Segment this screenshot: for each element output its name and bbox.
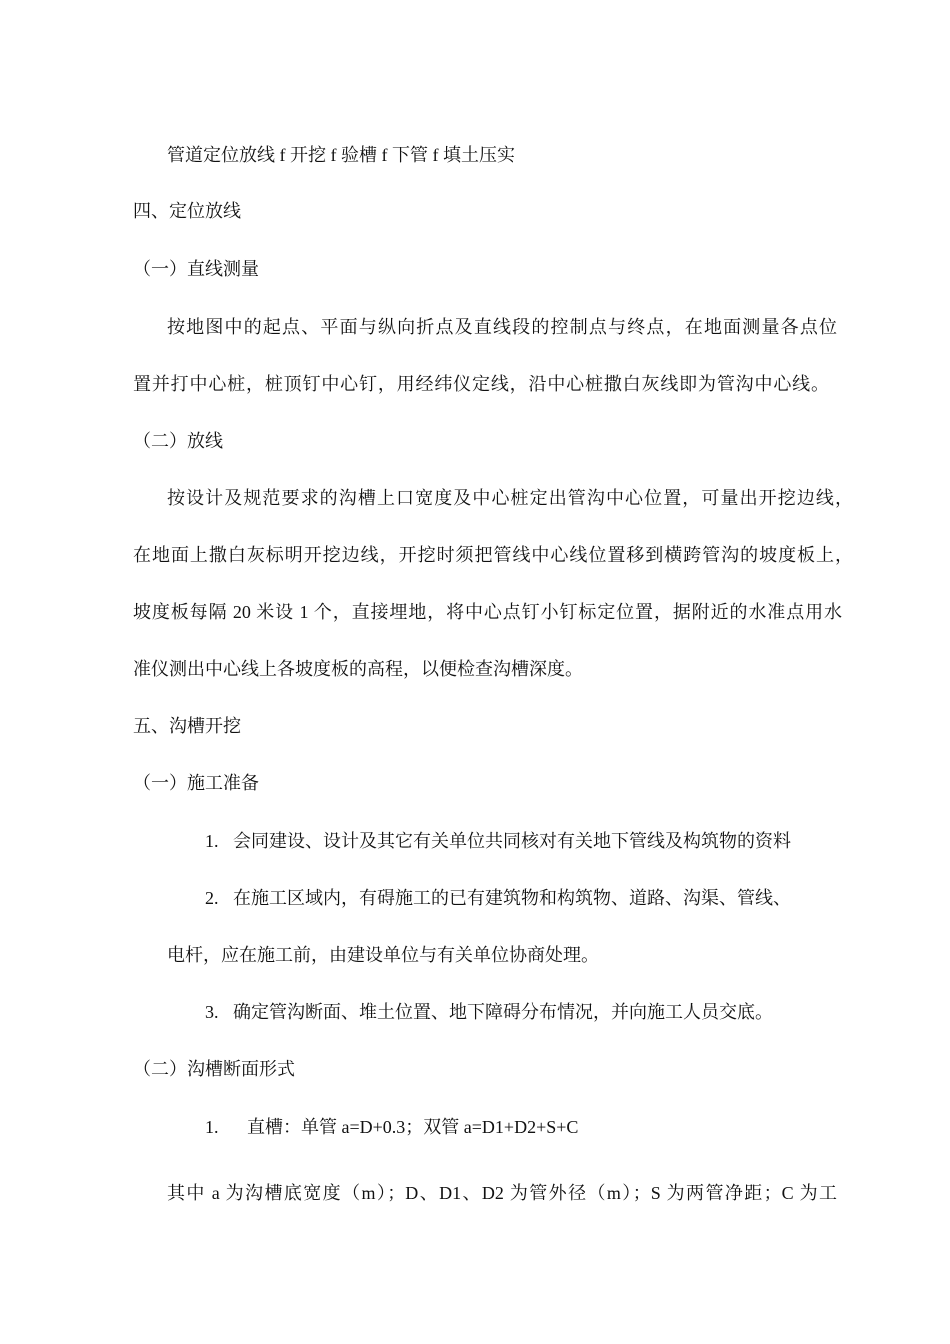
section-heading-4: 四、定位放线: [133, 201, 241, 221]
subsection-heading-1: （一）施工准备: [133, 773, 259, 793]
subsection-heading-2: （二）沟槽断面形式: [133, 1059, 295, 1079]
paragraph-line: 其中 a 为沟槽底宽度（m）；D、D1、D2 为管外径（m）；S 为两管净距；C 为工: [167, 1183, 837, 1203]
list-number: 2.: [205, 888, 219, 908]
list-number: 1.: [205, 1117, 219, 1137]
list-number: 3.: [205, 1002, 219, 1022]
list-item: [205, 829, 791, 853]
paragraph-line: 坡度板每隔 20 米设 1 个，直接埋地，将中心点钉小钉标定位置，据附近的水准点用水: [133, 602, 842, 622]
process-flow-line: 管道定位放线 f 开挖 f 验槽 f 下管 f 填土压实: [167, 145, 515, 165]
paragraph-line: 在地面上撒白灰标明开挖边线，开挖时须把管线中心线位置移到横跨管沟的坡度板上，: [133, 545, 853, 565]
subsection-heading-2: （二）放线: [133, 431, 223, 451]
paragraph-line: 准仪测出中心线上各坡度板的高程，以便检查沟槽深度。: [133, 659, 583, 679]
subsection-heading-1: （一）直线测量: [133, 259, 259, 279]
list-text: 确定管沟断面、堆土位置、地下障碍分布情况，并向施工人员交底。: [233, 1002, 773, 1022]
list-text: 会同建设、设计及其它有关单位共同核对有关地下管线及构筑物的资料: [233, 831, 791, 851]
paragraph-line: 按地图中的起点、平面与纵向折点及直线段的控制点与终点，在地面测量各点位: [167, 317, 837, 337]
list-item: [205, 886, 791, 910]
list-text: 在施工区域内，有碍施工的已有建筑物和构筑物、道路、沟渠、管线、: [233, 888, 791, 908]
paragraph-line: 置并打中心桩，桩顶钉中心钉，用经纬仪定线，沿中心桩撒白灰线即为管沟中心线。: [133, 374, 829, 394]
section-heading-5: 五、沟槽开挖: [133, 716, 241, 736]
list-item: [205, 1115, 578, 1139]
list-number: 1.: [205, 831, 219, 851]
list-item: [205, 1000, 773, 1024]
list-item-continuation: 电杆，应在施工前，由建设单位与有关单位协商处理。: [167, 945, 599, 965]
list-text: 直槽：单管 a=D+0.3；双管 a=D1+D2+S+C: [247, 1117, 579, 1137]
paragraph-line: 按设计及规范要求的沟槽上口宽度及中心桩定出管沟中心位置，可量出开挖边线，: [167, 488, 853, 508]
